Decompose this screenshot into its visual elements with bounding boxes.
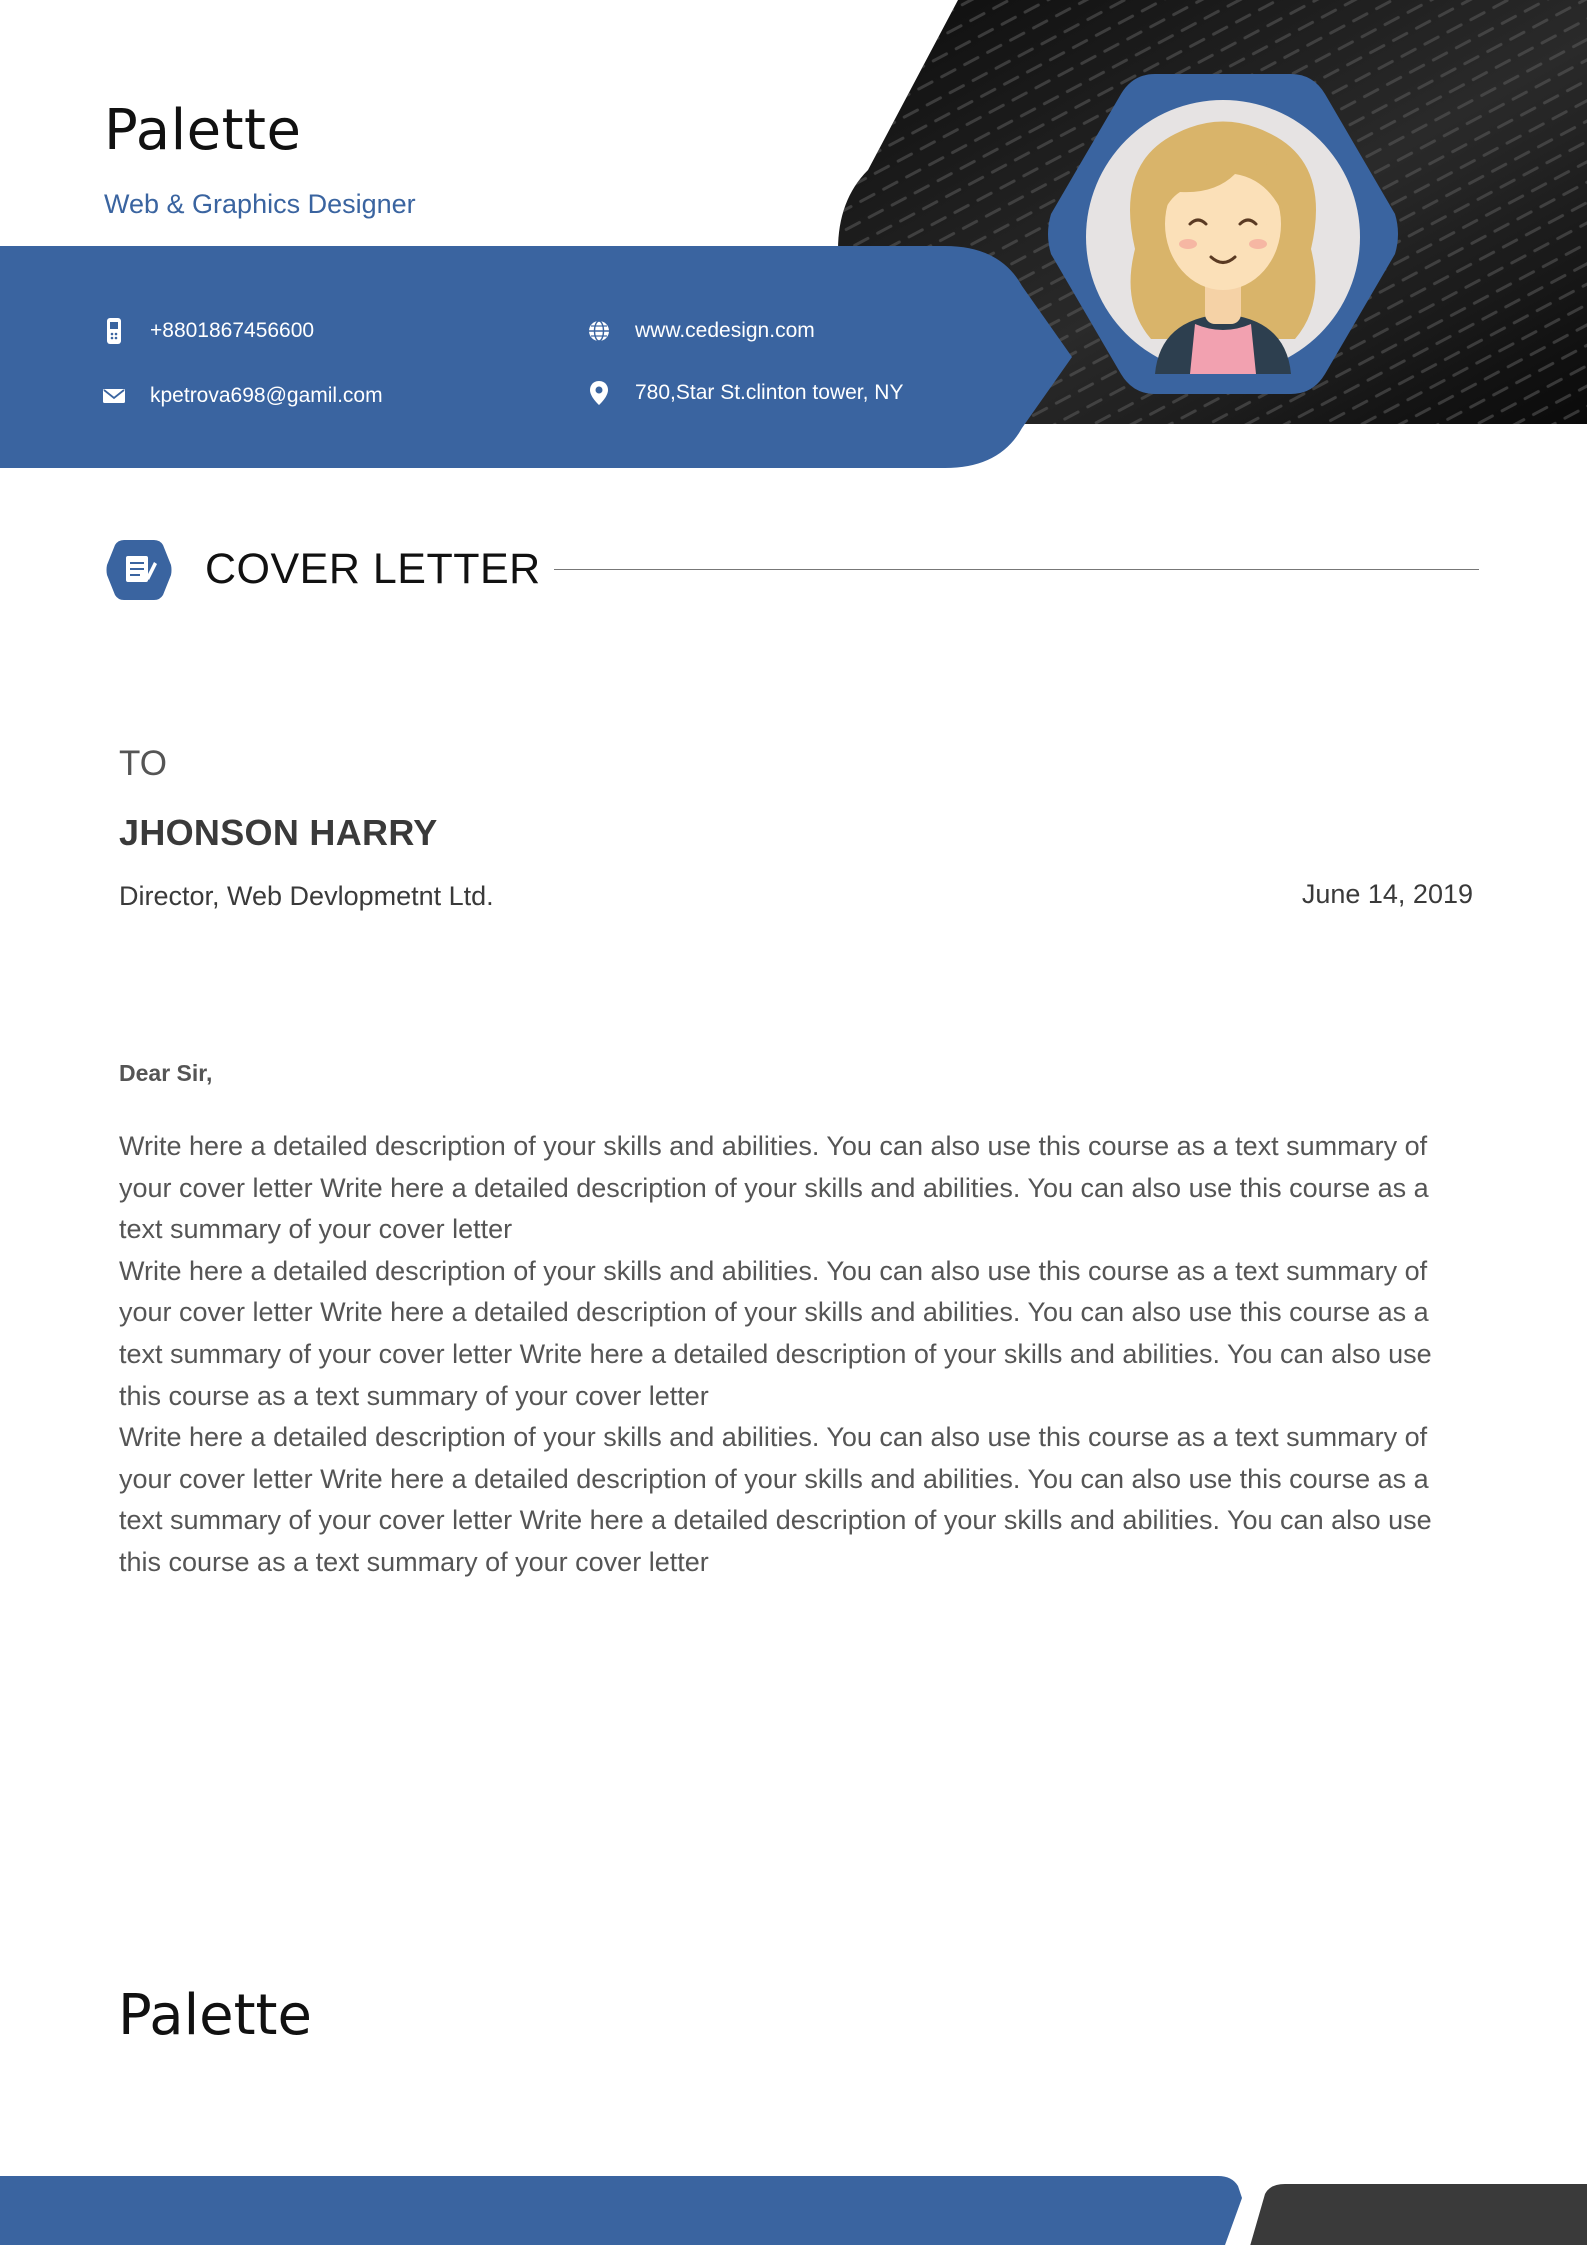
email-text: kpetrova698@gamil.com <box>150 384 383 407</box>
letter-paragraph: Write here a detailed description of your skills and abilities. You can also use this course as a text summary of your cover letter Write here a detailed description of your skills and abilities. You can also use this course as a text summary of your cover letter Write here a detailed description of your skills and abilities. You can also use this course as a text summary of your cover letter <box>119 1422 1432 1577</box>
section-title: COVER LETTER <box>205 545 541 593</box>
document-icon <box>106 538 172 602</box>
mobile-phone-icon <box>100 317 128 345</box>
footer-band <box>0 2176 1587 2245</box>
applicant-name: Palette <box>104 98 302 163</box>
signature-name: Palette <box>118 1983 312 2048</box>
avatar <box>1045 74 1401 394</box>
letter-body <box>119 1126 1473 1584</box>
contact-phone <box>100 317 314 345</box>
letter-date: June 14, 2019 <box>1301 879 1473 909</box>
letter-paragraph: Write here a detailed description of your skills and abilities. You can also use this course as a text summary of your cover letter Write here a detailed description of your skills and abilities. You can also use this course as a text summary of your cover letter <box>119 1131 1429 1245</box>
salutation: Dear Sir, <box>119 1060 213 1086</box>
contact-website <box>585 317 815 345</box>
recipient-name: JHONSON HARRY <box>119 812 438 853</box>
section-divider <box>554 569 1479 570</box>
contact-band <box>0 246 1072 468</box>
website-text: www.cedesign.com <box>635 319 815 342</box>
map-pin-icon <box>585 379 613 407</box>
applicant-title: Web & Graphics Designer <box>104 189 416 219</box>
address-text: 780,Star St.clinton tower, NY <box>635 381 904 404</box>
contact-address <box>585 379 903 407</box>
recipient-role: Director, Web Devlopmetnt Ltd. <box>119 881 494 911</box>
to-label: TO <box>119 744 167 783</box>
envelope-icon <box>100 382 128 410</box>
letter-paragraph: Write here a detailed description of your skills and abilities. You can also use this course as a text summary of your cover letter Write here a detailed description of your skills and abilities. You can also use this course as a text summary of your cover letter Write here a detailed description of your skills and abilities. You can also use this course as a text summary of your cover letter <box>119 1255 1432 1411</box>
globe-icon <box>585 317 613 345</box>
phone-text: +8801867456600 <box>150 319 315 342</box>
contact-email <box>100 382 383 410</box>
